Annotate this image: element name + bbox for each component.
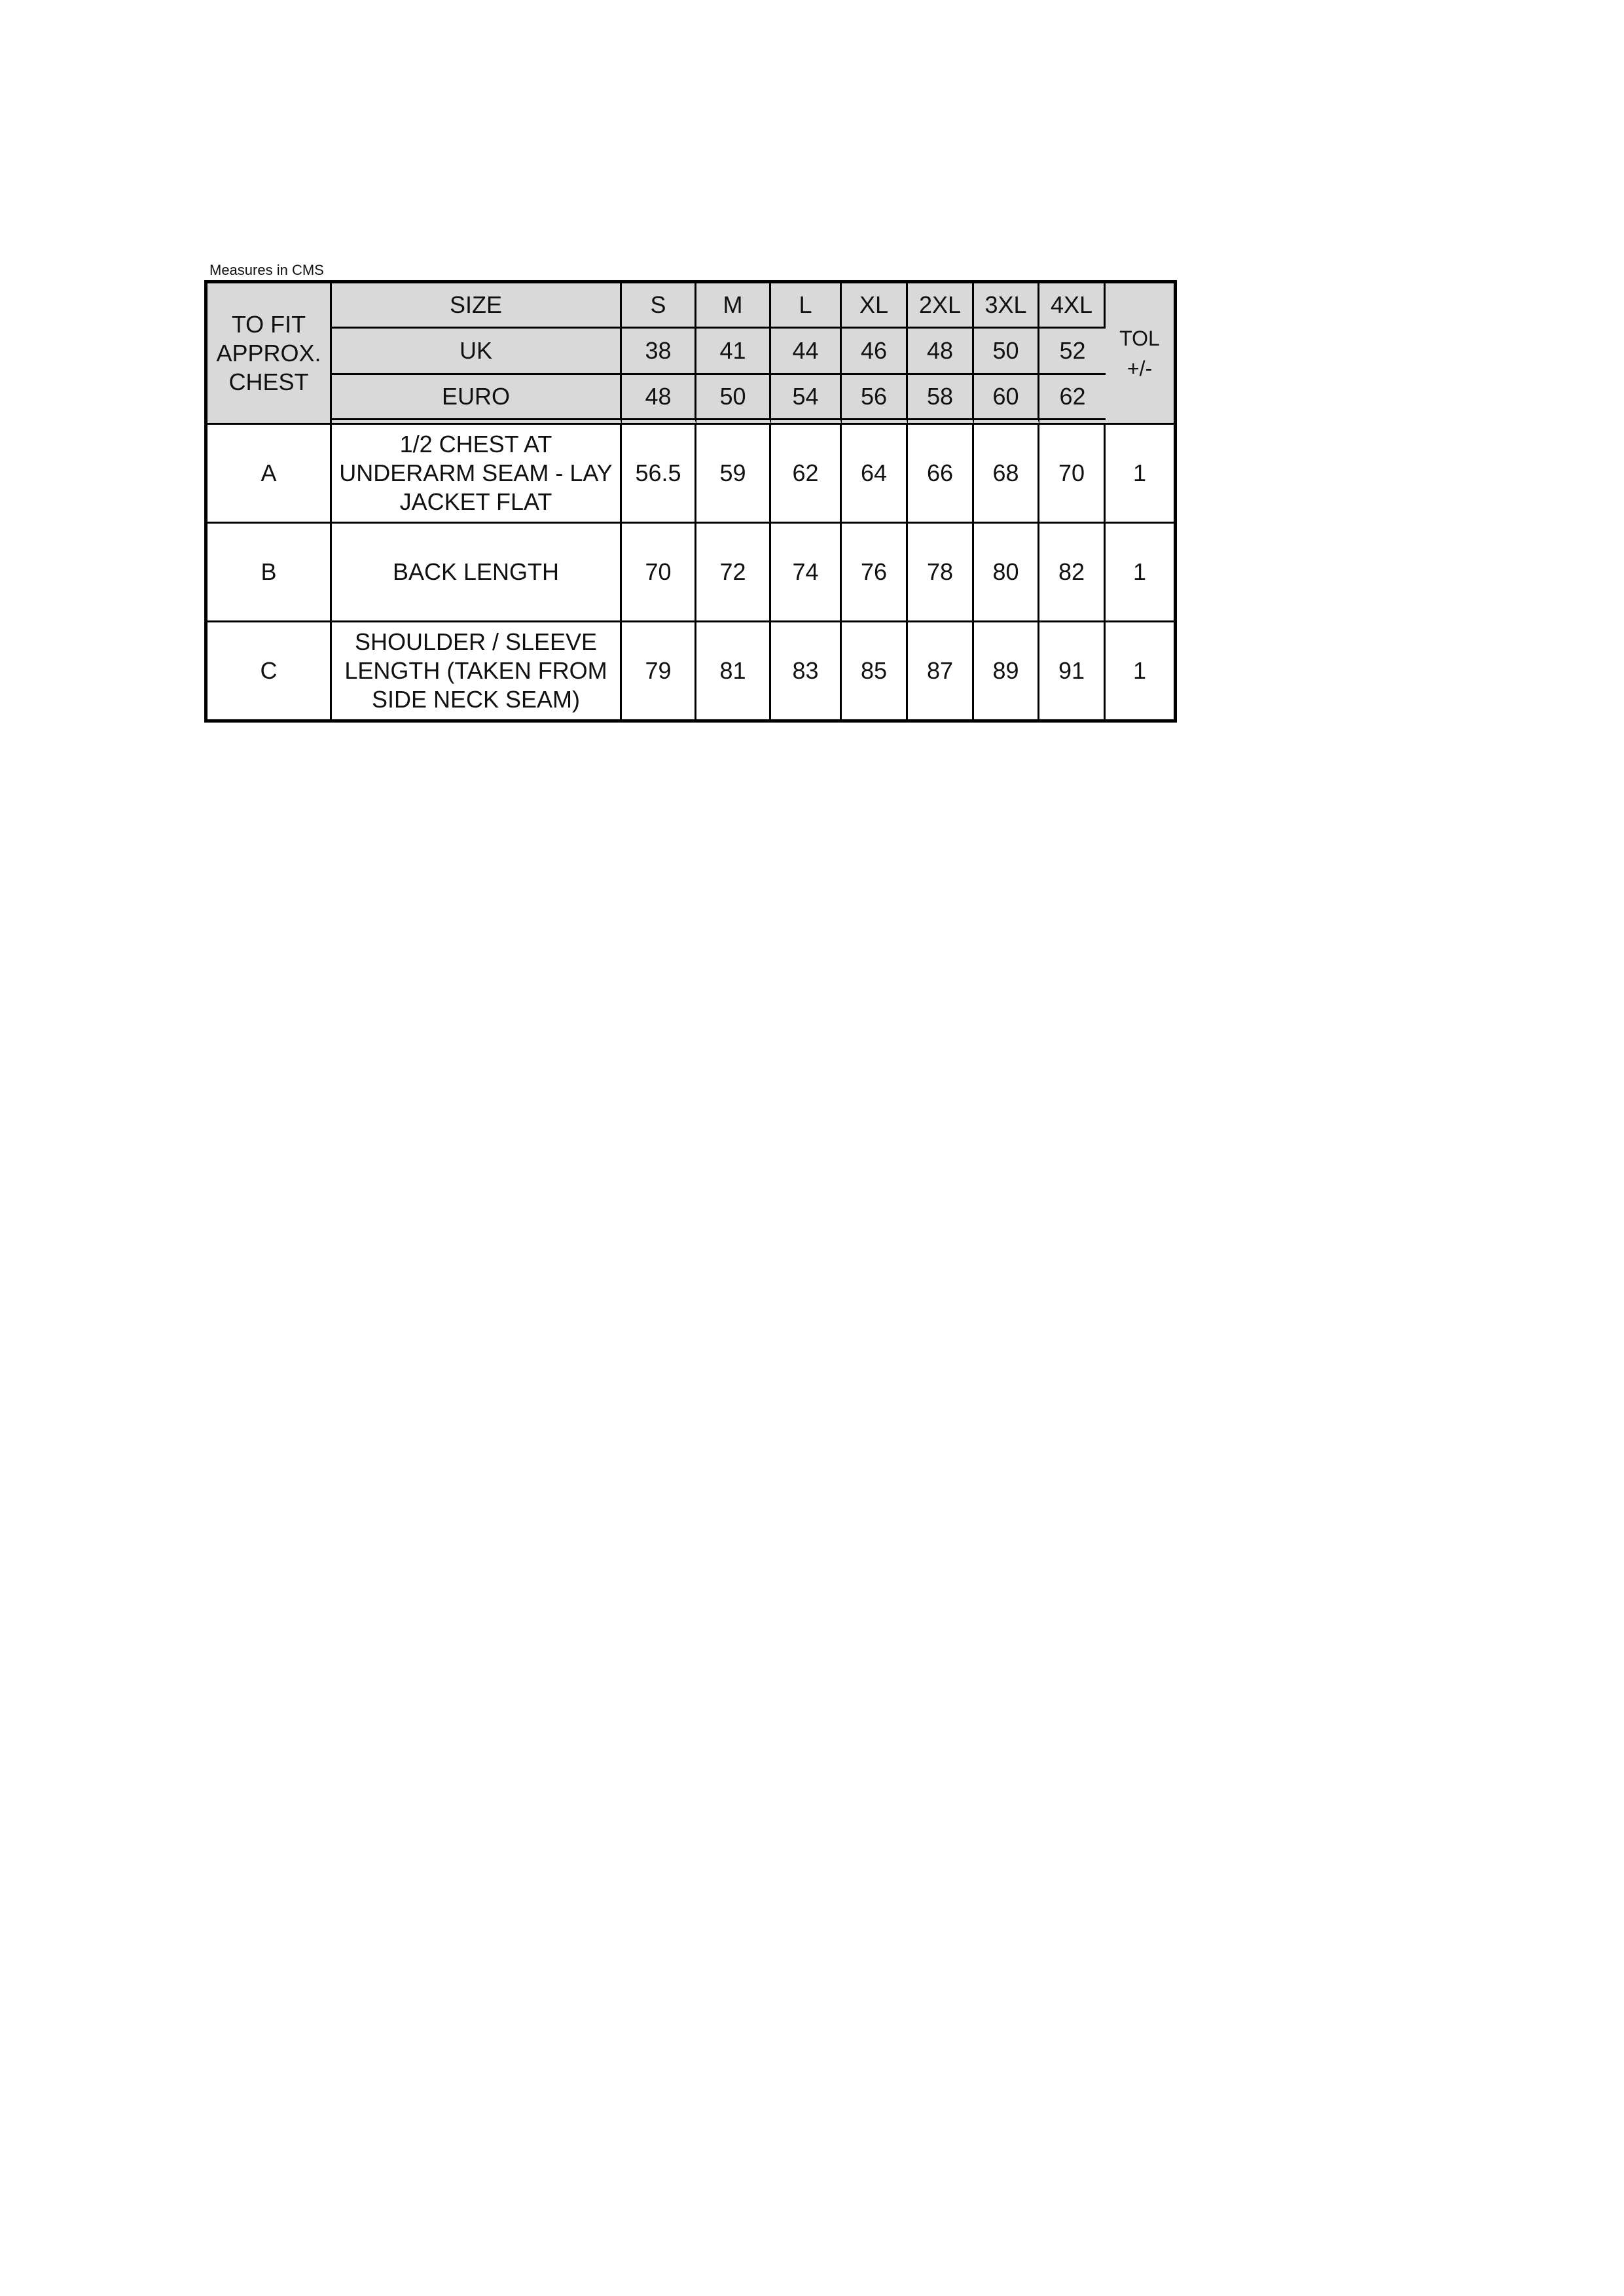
measurement-value: 87 [908, 622, 974, 719]
euro-size-cell: 58 [908, 375, 974, 425]
tolerance-header-line: TOL [1119, 326, 1160, 350]
description-line: JACKET FLAT [399, 488, 552, 515]
size-cell: M [696, 283, 771, 329]
measurement-code: A [208, 425, 332, 524]
measurement-value: 70 [622, 524, 696, 622]
fit-header-line: CHEST [228, 368, 309, 395]
measurement-tolerance: 1 [1132, 657, 1147, 684]
uk-size-cell: 52 [1039, 329, 1106, 375]
euro-size-cell: 60 [974, 375, 1039, 425]
measurement-row-a [208, 425, 1174, 524]
uk-size-cell: 46 [842, 329, 908, 375]
row-label-uk: UK [332, 329, 622, 375]
measurement-value: 64 [842, 425, 908, 524]
tolerance-header-line: +/- [1127, 356, 1153, 380]
size-chart-table [204, 280, 1177, 723]
description-line: SIDE NECK SEAM) [371, 686, 581, 713]
measurement-tolerance: 1 [1106, 425, 1174, 524]
size-cell: XL [842, 283, 908, 329]
measurement-value: 79 [622, 622, 696, 719]
uk-size-cell: 38 [622, 329, 696, 375]
measurement-value: 91 [1039, 622, 1106, 719]
description-line: BACK LENGTH [392, 558, 560, 585]
euro-size-cell: 48 [622, 375, 696, 425]
measurement-value: 59 [696, 425, 771, 524]
tolerance-header [1106, 283, 1174, 425]
measurement-value: 62 [771, 425, 842, 524]
size-cell: 3XL [974, 283, 1039, 329]
description-line: LENGTH (TAKEN FROM [344, 657, 607, 684]
euro-size-cell: 62 [1039, 375, 1106, 425]
measurement-value: 68 [974, 425, 1039, 524]
row-label-euro: EURO [332, 375, 622, 425]
measurement-value: 80 [974, 524, 1039, 622]
fit-approx-chest-header [208, 283, 332, 425]
measurement-value: 72 [696, 524, 771, 622]
uk-size-cell: 41 [696, 329, 771, 375]
size-cell: S [622, 283, 696, 329]
measurement-value: 76 [842, 524, 908, 622]
size-cell: 4XL [1039, 283, 1106, 329]
uk-size-cell: 48 [908, 329, 974, 375]
measurement-unit-caption: Measures in CMS [209, 262, 324, 278]
measurement-value: 82 [1039, 524, 1106, 622]
euro-size-cell: 54 [771, 375, 842, 425]
euro-size-row [208, 375, 1174, 425]
measurement-value: 74 [771, 524, 842, 622]
euro-size-cell: 50 [696, 375, 771, 425]
uk-size-cell: 50 [974, 329, 1039, 375]
description-line: UNDERARM SEAM - LAY [339, 459, 613, 486]
fit-header-line: TO FIT [231, 310, 306, 338]
size-cell: L [771, 283, 842, 329]
description-line: 1/2 CHEST AT [399, 431, 552, 457]
size-cell: 2XL [908, 283, 974, 329]
description-line: SHOULDER / SLEEVE [354, 628, 598, 655]
row-label-size: SIZE [332, 283, 622, 329]
uk-size-cell: 44 [771, 329, 842, 375]
size-header-row [208, 283, 1174, 329]
euro-size-cell: 56 [842, 375, 908, 425]
measurement-value: 85 [842, 622, 908, 719]
measurement-code: B [208, 524, 332, 622]
uk-size-row [208, 329, 1174, 375]
measurement-description [332, 425, 622, 524]
measurement-tolerance: 1 [1106, 524, 1174, 622]
measurement-row-b [208, 524, 1174, 622]
measurement-description [332, 622, 622, 719]
measurement-value: 66 [908, 425, 974, 524]
measurement-description [332, 524, 622, 622]
measurement-value: 70 [1039, 425, 1106, 524]
measurement-code: C [208, 622, 332, 719]
measurement-row-c [208, 622, 1174, 719]
measurement-value: 78 [908, 524, 974, 622]
measurement-value: 83 [771, 622, 842, 719]
measurement-value: 81 [696, 622, 771, 719]
fit-header-line: APPROX. [216, 339, 321, 367]
measurement-value: 89 [974, 622, 1039, 719]
measurement-value: 56.5 [622, 425, 696, 524]
